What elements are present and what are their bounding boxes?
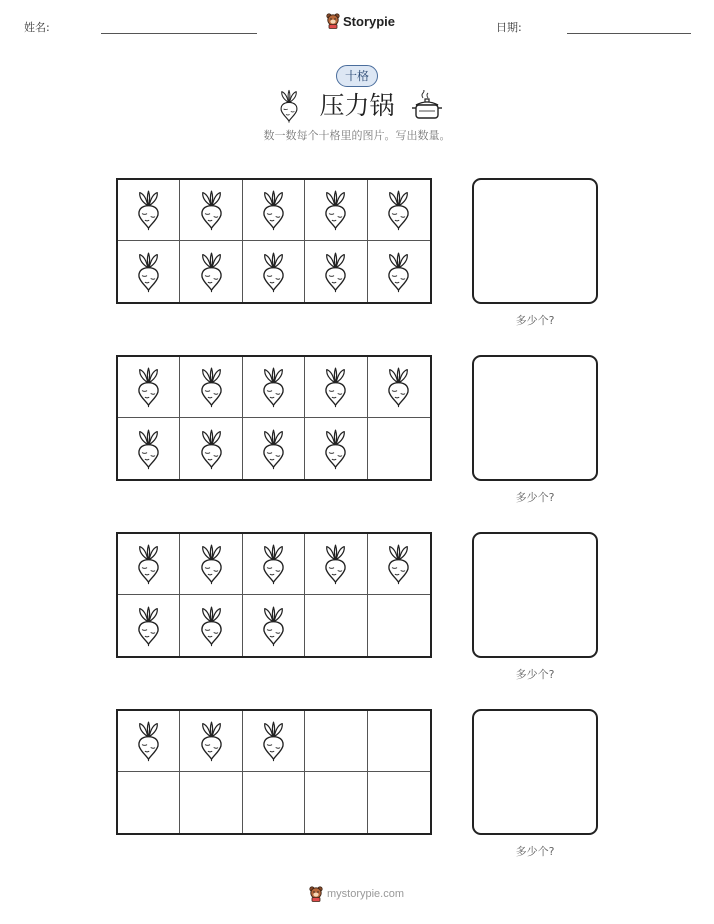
radish-icon bbox=[259, 251, 288, 293]
radish-icon bbox=[259, 189, 288, 231]
name-label: 姓名: bbox=[24, 21, 50, 34]
radish-icon bbox=[321, 366, 350, 408]
ten-frame-cell bbox=[368, 180, 430, 241]
ten-frame-cell bbox=[118, 241, 180, 302]
radish-icon bbox=[134, 605, 163, 647]
ten-frame-cell bbox=[118, 534, 180, 595]
ten-frame-cell bbox=[118, 357, 180, 418]
ten-frame-cell bbox=[305, 534, 367, 595]
radish-icon bbox=[134, 189, 163, 231]
ten-frame-cell bbox=[180, 711, 242, 772]
radish-icon bbox=[197, 605, 226, 647]
ten-frame-cell bbox=[243, 595, 305, 656]
ten-frame-cell bbox=[305, 357, 367, 418]
ten-frame-cell bbox=[180, 772, 242, 833]
radish-icon bbox=[134, 720, 163, 762]
radish-icon bbox=[259, 720, 288, 762]
ten-frame-cell bbox=[368, 357, 430, 418]
ten-frame-cell bbox=[243, 534, 305, 595]
radish-icon bbox=[321, 543, 350, 585]
ten-frame-cell bbox=[305, 180, 367, 241]
radish-icon bbox=[197, 543, 226, 585]
ten-frame-cell bbox=[118, 180, 180, 241]
ten-frame-cell bbox=[118, 595, 180, 656]
radish-icon bbox=[134, 251, 163, 293]
footer bbox=[309, 886, 404, 902]
answer-box-3[interactable] bbox=[472, 532, 598, 658]
bear-mascot-icon bbox=[309, 886, 323, 902]
radish-icon bbox=[259, 543, 288, 585]
ten-frame-1 bbox=[116, 178, 432, 304]
radish-icon bbox=[197, 366, 226, 408]
ten-frame-cell bbox=[180, 534, 242, 595]
instructions: 数一数每个十格里的图片。写出数量。 bbox=[263, 129, 451, 142]
ten-frame-cell bbox=[368, 534, 430, 595]
ten-frame-cell bbox=[180, 418, 242, 479]
ten-frame-cell bbox=[305, 595, 367, 656]
radish-icon bbox=[321, 428, 350, 470]
answer-box-1[interactable] bbox=[472, 178, 598, 304]
ten-frame-cell bbox=[118, 772, 180, 833]
ten-frame-cell bbox=[243, 772, 305, 833]
ten-frame-cell bbox=[118, 418, 180, 479]
radish-icon bbox=[259, 605, 288, 647]
ten-frame-cell bbox=[368, 241, 430, 302]
ten-frame-cell bbox=[305, 418, 367, 479]
radish-icon bbox=[259, 366, 288, 408]
ten-frame-cell bbox=[368, 711, 430, 772]
radish-icon bbox=[259, 428, 288, 470]
radish-icon bbox=[197, 428, 226, 470]
ten-frame-cell bbox=[368, 595, 430, 656]
footer-url[interactable]: mystorypie.com bbox=[327, 888, 405, 900]
radish-icon bbox=[134, 543, 163, 585]
brand-name: Storypie bbox=[343, 13, 396, 29]
name-line[interactable] bbox=[101, 33, 257, 34]
how-many-label-1: 多少个? bbox=[515, 314, 555, 327]
ten-frame-2 bbox=[116, 355, 432, 481]
radish-icon bbox=[384, 189, 413, 231]
ten-frame-cell bbox=[180, 595, 242, 656]
ten-frame-cell bbox=[305, 241, 367, 302]
ten-frame-cell bbox=[243, 711, 305, 772]
bear-mascot-icon bbox=[326, 13, 340, 29]
how-many-label-3: 多少个? bbox=[515, 668, 555, 681]
ten-frame-4 bbox=[116, 709, 432, 835]
radish-icon bbox=[384, 543, 413, 585]
how-many-label-4: 多少个? bbox=[515, 845, 555, 858]
ten-frame-cell bbox=[118, 711, 180, 772]
brand-logo bbox=[326, 13, 395, 29]
radish-icon bbox=[384, 366, 413, 408]
ten-frame-cell bbox=[180, 241, 242, 302]
ten-frame-cell bbox=[243, 418, 305, 479]
ten-frame-cell bbox=[368, 418, 430, 479]
ten-frame-cell bbox=[368, 772, 430, 833]
page-title: 压力锅 bbox=[319, 91, 395, 120]
pressure-cooker-icon bbox=[411, 90, 443, 122]
radish-icon bbox=[197, 251, 226, 293]
radish-icon bbox=[277, 89, 301, 123]
how-many-label-2: 多少个? bbox=[515, 491, 555, 504]
ten-frame-cell bbox=[243, 241, 305, 302]
answer-box-4[interactable] bbox=[472, 709, 598, 835]
radish-icon bbox=[321, 251, 350, 293]
ten-frame-badge: 十格 bbox=[336, 65, 378, 87]
ten-frame-cell bbox=[243, 180, 305, 241]
radish-icon bbox=[197, 189, 226, 231]
answer-box-2[interactable] bbox=[472, 355, 598, 481]
radish-icon bbox=[134, 366, 163, 408]
ten-frame-cell bbox=[305, 711, 367, 772]
radish-icon bbox=[197, 720, 226, 762]
ten-frame-cell bbox=[180, 357, 242, 418]
radish-icon bbox=[134, 428, 163, 470]
ten-frame-cell bbox=[243, 357, 305, 418]
ten-frame-cell bbox=[180, 180, 242, 241]
ten-frame-3 bbox=[116, 532, 432, 658]
date-label: 日期: bbox=[496, 21, 522, 34]
date-line[interactable] bbox=[567, 33, 691, 34]
radish-icon bbox=[321, 189, 350, 231]
ten-frame-cell bbox=[305, 772, 367, 833]
radish-icon bbox=[384, 251, 413, 293]
